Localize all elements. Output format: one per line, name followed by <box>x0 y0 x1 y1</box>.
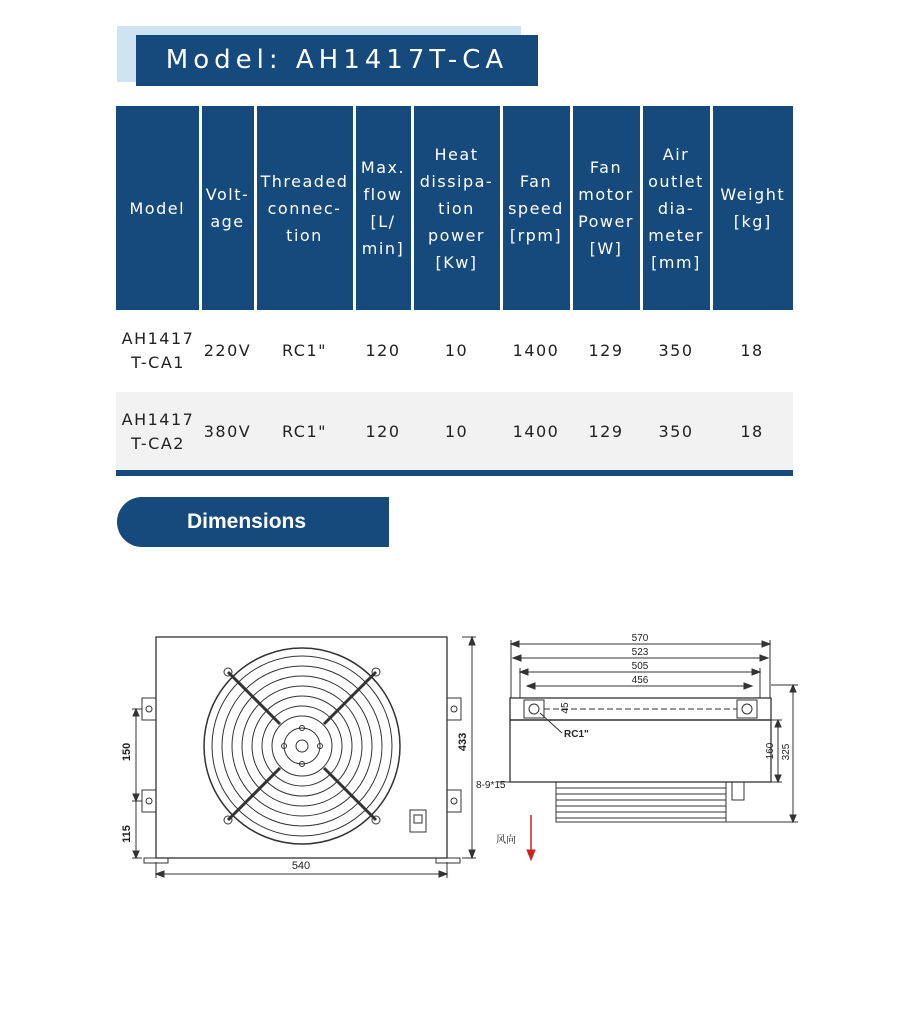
dim-front-width: 540 <box>291 860 311 872</box>
cell-heat: 10 <box>412 310 501 392</box>
cell-heat: 10 <box>412 392 501 472</box>
mounting-tab <box>142 790 156 812</box>
cell-flow: 120 <box>354 392 412 472</box>
dimension-drawing <box>0 600 904 900</box>
side-view <box>476 633 798 860</box>
table-row <box>116 392 793 472</box>
label-slot: 8-9*15 <box>476 780 506 791</box>
cell-connection: RC1" <box>255 310 354 392</box>
cell-diameter: 350 <box>641 310 711 392</box>
label-airflow: 风向 <box>496 835 516 846</box>
cell-power: 129 <box>571 310 641 392</box>
header-fan-motor-power: Fan motor Power [W] <box>571 106 641 310</box>
fan-guard <box>204 648 400 844</box>
cell-voltage: 380V <box>200 392 255 472</box>
table-bottom-rule <box>116 470 793 476</box>
header-weight: Weight [kg] <box>711 106 793 310</box>
cell-model: AH1417 T-CA2 <box>116 392 200 472</box>
header-heat-dissipation: Heat dissipa- tion power [Kw] <box>412 106 501 310</box>
table-row <box>116 310 793 392</box>
header-threaded-connection: Threaded connec- tion <box>255 106 354 310</box>
header-voltage: Volt- age <box>200 106 255 310</box>
mounting-tab <box>447 698 461 720</box>
cell-connection: RC1" <box>255 392 354 472</box>
dim-body-160: 160 <box>765 742 776 760</box>
cell-weight: 18 <box>711 310 793 392</box>
header-model: Model <box>116 106 200 310</box>
dim-width-505: 505 <box>631 661 649 672</box>
dim-inlet-45: 45 <box>560 702 571 714</box>
dim-bottom-offset: 115 <box>121 825 133 843</box>
front-view <box>121 637 476 878</box>
table-header-row <box>116 106 793 310</box>
spec-table <box>116 106 793 472</box>
cell-speed: 1400 <box>501 310 571 392</box>
header-air-outlet-diameter: Air outlet dia- meter [mm] <box>641 106 711 310</box>
cell-voltage: 220V <box>200 310 255 392</box>
cell-speed: 1400 <box>501 392 571 472</box>
dim-width-456: 456 <box>631 675 649 686</box>
dim-hole-spacing: 150 <box>121 742 133 762</box>
cell-model: AH1417 T-CA1 <box>116 310 200 392</box>
dim-width-570: 570 <box>631 633 649 644</box>
header-fan-speed: Fan speed [rpm] <box>501 106 571 310</box>
dim-width-523: 523 <box>631 647 649 658</box>
airflow-arrow-icon <box>527 850 535 860</box>
dimensions-title: Dimensions <box>117 497 389 547</box>
dim-total-325: 325 <box>781 743 792 761</box>
dim-front-height: 433 <box>457 732 469 752</box>
label-connection: RC1" <box>564 729 589 740</box>
junction-box <box>410 810 426 832</box>
cell-flow: 120 <box>354 310 412 392</box>
cell-weight: 18 <box>711 392 793 472</box>
mounting-tab <box>142 698 156 720</box>
model-title: Model: AH1417T-CA <box>136 35 538 86</box>
cell-diameter: 350 <box>641 392 711 472</box>
cell-power: 129 <box>571 392 641 472</box>
header-max-flow: Max. flow [L/ min] <box>354 106 412 310</box>
mounting-tab <box>447 790 461 812</box>
